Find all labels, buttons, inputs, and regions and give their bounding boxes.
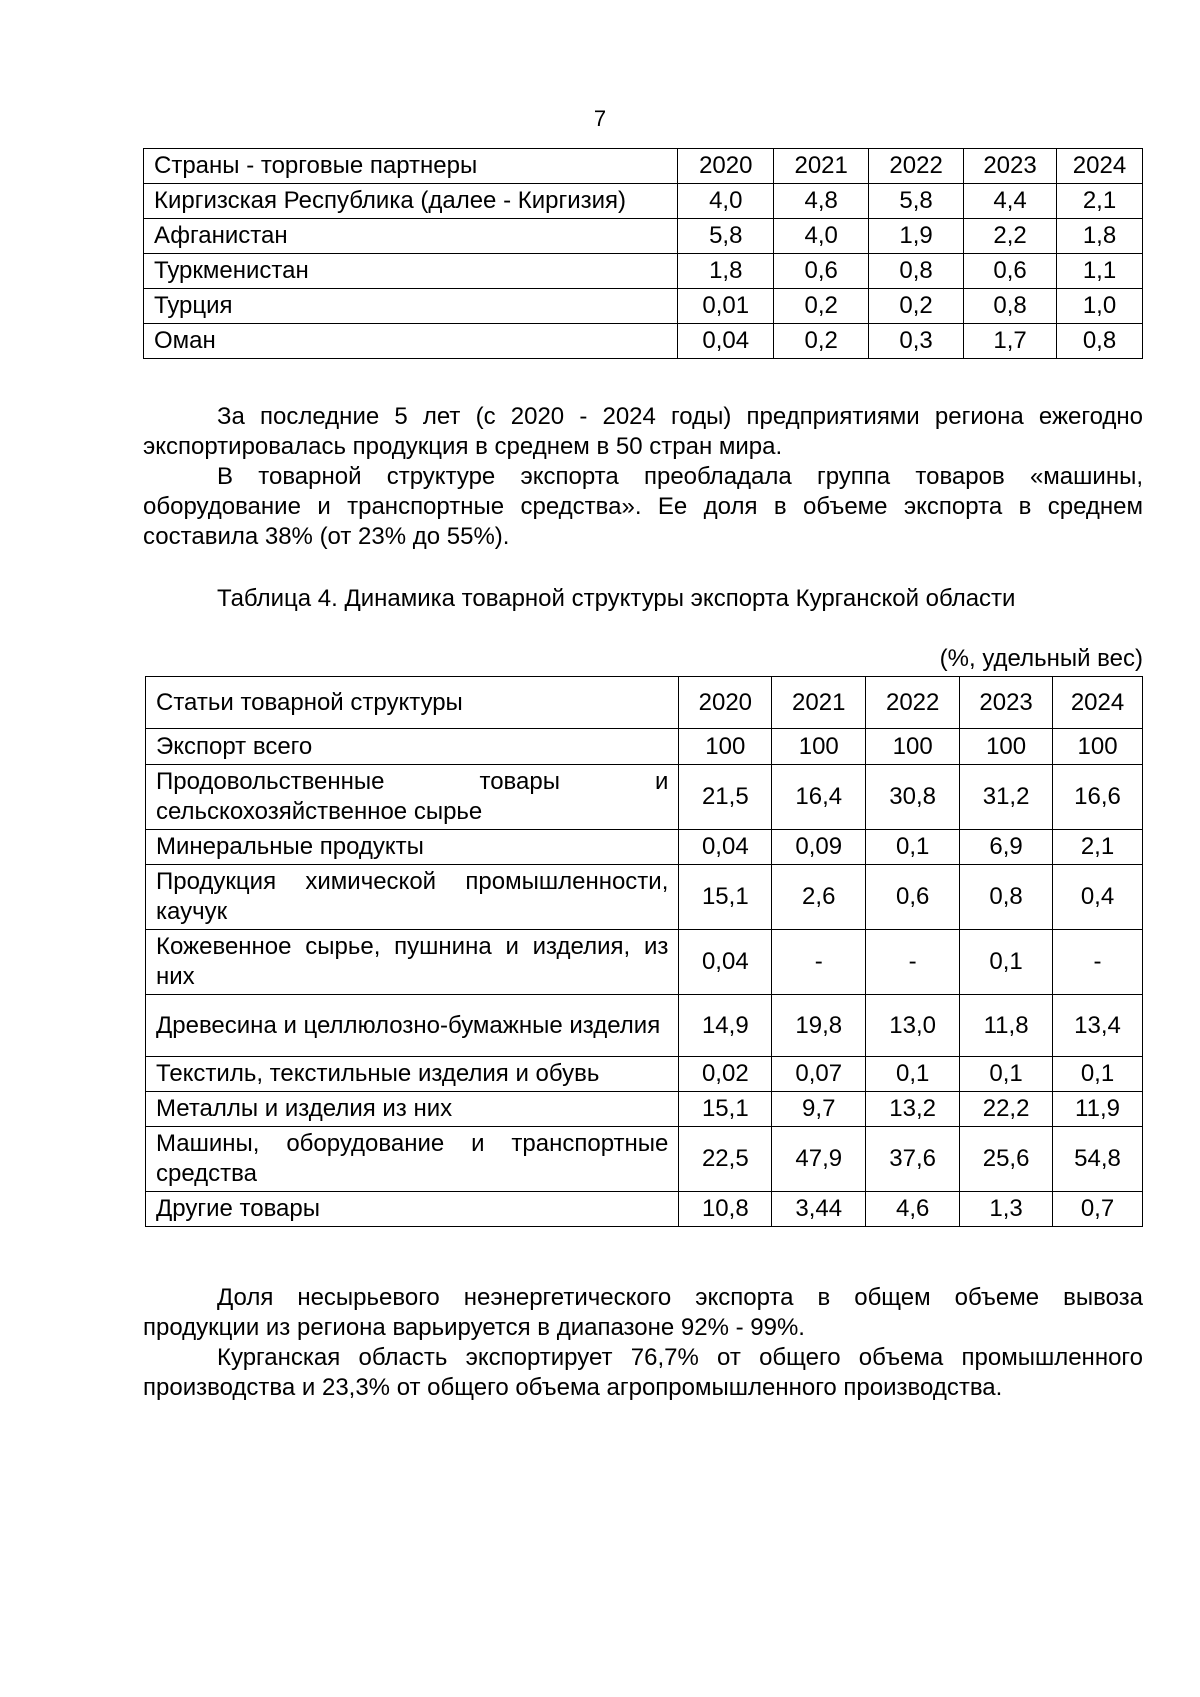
table-cell: 13,0 xyxy=(866,995,960,1057)
table-cell: 10,8 xyxy=(679,1192,772,1227)
table-cell: Экспорт всего xyxy=(146,729,679,765)
table-cell: 30,8 xyxy=(866,765,960,830)
table-cell: 0,04 xyxy=(679,830,772,865)
table-cell: 0,09 xyxy=(772,830,866,865)
table-cell: 14,9 xyxy=(679,995,772,1057)
table-cell: Текстиль, текстильные изделия и обувь xyxy=(146,1057,679,1092)
table-cell: 0,04 xyxy=(679,930,772,995)
table-row xyxy=(146,830,1143,865)
table-cell: 11,9 xyxy=(1053,1092,1143,1127)
table-header-cell: Статьи товарной структуры xyxy=(146,677,679,729)
table-cell: 100 xyxy=(679,729,772,765)
table-cell: 19,8 xyxy=(772,995,866,1057)
table-cell: 0,1 xyxy=(866,830,960,865)
table-cell: 0,1 xyxy=(960,1057,1053,1092)
table-cell: Продовольственные товары и сельскохозяйственное сырье xyxy=(146,765,679,830)
table-cell: 100 xyxy=(866,729,960,765)
table-cell: 0,1 xyxy=(866,1057,960,1092)
table-cell: 0,07 xyxy=(772,1057,866,1092)
paragraph: Доля несырьевого неэнергетического экспорта в общем объеме вывоза продукции из региона варьируется в диапазоне 92% - 99%. xyxy=(143,1284,1143,1341)
table-row xyxy=(144,219,1143,254)
table-cell: 15,1 xyxy=(679,1092,772,1127)
table-cell: 0,8 xyxy=(960,865,1053,930)
trade-partners-table-body xyxy=(144,149,1143,359)
table-cell: 0,6 xyxy=(774,254,869,289)
table-cell: 0,01 xyxy=(678,289,774,324)
table-row xyxy=(144,324,1143,359)
paragraph: Курганская область экспортирует 76,7% от общего объема промышленного производства и 23,3% от общего объема агропромышленного производства. xyxy=(143,1344,1143,1401)
table-row xyxy=(146,729,1143,765)
table-cell: 0,1 xyxy=(960,930,1053,995)
table-cell: 31,2 xyxy=(960,765,1053,830)
table-cell: Туркменистан xyxy=(144,254,678,289)
table-cell: 1,9 xyxy=(869,219,964,254)
table-cell: Афганистан xyxy=(144,219,678,254)
table-cell: 2,2 xyxy=(964,219,1057,254)
table-cell: Оман xyxy=(144,324,678,359)
paragraph: В товарной структуре экспорта преобладала группа товаров «машины, оборудование и транспортные средства». Ее доля в объеме экспорта в среднем составила 38% (от 23% до 55%). xyxy=(143,463,1143,550)
table-cell: 2,6 xyxy=(772,865,866,930)
table-header-cell: 2021 xyxy=(774,149,869,184)
table-cell: Киргизская Республика (далее - Киргизия) xyxy=(144,184,678,219)
paragraph: За последние 5 лет (с 2020 - 2024 годы) предприятиями региона ежегодно экспортировалась продукция в среднем в 50 стран мира. xyxy=(143,403,1143,460)
table-row xyxy=(146,1057,1143,1092)
table-units: (%, удельный вес) xyxy=(939,645,1143,672)
table-cell: 4,8 xyxy=(774,184,869,219)
table-header-cell: 2024 xyxy=(1057,149,1143,184)
table-cell: 0,6 xyxy=(964,254,1057,289)
table-row xyxy=(146,1192,1143,1227)
table-cell: 4,4 xyxy=(964,184,1057,219)
table-cell: 1,8 xyxy=(678,254,774,289)
table-cell: 6,9 xyxy=(960,830,1053,865)
table-cell: 4,0 xyxy=(774,219,869,254)
table-cell: 0,8 xyxy=(964,289,1057,324)
table-row xyxy=(144,254,1143,289)
export-structure-table-body xyxy=(146,677,1143,1227)
trade-partners-table xyxy=(143,148,1143,359)
table-cell: 47,9 xyxy=(772,1127,866,1192)
table-cell: 0,2 xyxy=(774,324,869,359)
table-cell: 4,0 xyxy=(678,184,774,219)
table-cell: 0,2 xyxy=(774,289,869,324)
table-cell: - xyxy=(866,930,960,995)
table-cell: Другие товары xyxy=(146,1192,679,1227)
table-cell: 1,1 xyxy=(1057,254,1143,289)
table-row xyxy=(146,995,1143,1057)
table-header-cell: 2020 xyxy=(678,149,774,184)
table-row xyxy=(146,1092,1143,1127)
page-number: 7 xyxy=(593,106,607,131)
table-header-cell: 2020 xyxy=(679,677,772,729)
table-cell: 0,04 xyxy=(678,324,774,359)
export-structure-table xyxy=(145,676,1143,1227)
table-cell: Минеральные продукты xyxy=(146,830,679,865)
table-cell: 2,1 xyxy=(1053,830,1143,865)
text-block-export-summary xyxy=(143,402,1143,552)
table-cell: 13,2 xyxy=(866,1092,960,1127)
table-row xyxy=(144,289,1143,324)
table-cell: Металлы и изделия из них xyxy=(146,1092,679,1127)
table-header-cell: 2024 xyxy=(1053,677,1143,729)
table-cell: 16,6 xyxy=(1053,765,1143,830)
table-cell: 100 xyxy=(772,729,866,765)
table-cell: 21,5 xyxy=(679,765,772,830)
table-cell: 4,6 xyxy=(866,1192,960,1227)
table-row xyxy=(146,930,1143,995)
table-row xyxy=(146,765,1143,830)
table-header-row xyxy=(146,677,1143,729)
table-cell: 11,8 xyxy=(960,995,1053,1057)
table-cell: 1,0 xyxy=(1057,289,1143,324)
table-cell: Кожевенное сырье, пушнина и изделия, из них xyxy=(146,930,679,995)
table-cell: 1,3 xyxy=(960,1192,1053,1227)
table-cell: Продукция химической промышленности, каучук xyxy=(146,865,679,930)
table-cell: 15,1 xyxy=(679,865,772,930)
table-row xyxy=(144,184,1143,219)
table-header-cell: 2023 xyxy=(964,149,1057,184)
table-cell: 0,8 xyxy=(869,254,964,289)
table-cell: 100 xyxy=(960,729,1053,765)
table-cell: Турция xyxy=(144,289,678,324)
table-cell: 22,2 xyxy=(960,1092,1053,1127)
text-block-export-share xyxy=(143,1283,1143,1403)
table-cell: 0,8 xyxy=(1057,324,1143,359)
table-cell: 2,1 xyxy=(1057,184,1143,219)
table-header-cell: 2021 xyxy=(772,677,866,729)
table-cell: 5,8 xyxy=(678,219,774,254)
table-row xyxy=(146,865,1143,930)
table-cell: Машины, оборудование и транспортные средства xyxy=(146,1127,679,1192)
table-cell: 0,7 xyxy=(1053,1192,1143,1227)
table-cell: 0,6 xyxy=(866,865,960,930)
table-cell: - xyxy=(1053,930,1143,995)
table-cell: 0,1 xyxy=(1053,1057,1143,1092)
table-cell: 1,7 xyxy=(964,324,1057,359)
table-cell: 22,5 xyxy=(679,1127,772,1192)
table-cell: 37,6 xyxy=(866,1127,960,1192)
table-caption: Таблица 4. Динамика товарной структуры экспорта Курганской области xyxy=(217,585,1016,612)
table-cell: 5,8 xyxy=(869,184,964,219)
table-cell: 3,44 xyxy=(772,1192,866,1227)
table-header-cell: 2022 xyxy=(866,677,960,729)
table-cell: Древесина и целлюлозно-бумажные изделия xyxy=(146,995,679,1057)
table-header-cell: 2023 xyxy=(960,677,1053,729)
table-cell: 13,4 xyxy=(1053,995,1143,1057)
table-header-cell: 2022 xyxy=(869,149,964,184)
table-cell: 9,7 xyxy=(772,1092,866,1127)
table-cell: 16,4 xyxy=(772,765,866,830)
table-cell: 0,02 xyxy=(679,1057,772,1092)
table-header-cell: Страны - торговые партнеры xyxy=(144,149,678,184)
table-cell: 1,8 xyxy=(1057,219,1143,254)
table-cell: 100 xyxy=(1053,729,1143,765)
table-row xyxy=(146,1127,1143,1192)
table-cell: - xyxy=(772,930,866,995)
table-cell: 0,2 xyxy=(869,289,964,324)
table-header-row xyxy=(144,149,1143,184)
table-cell: 0,4 xyxy=(1053,865,1143,930)
table-cell: 0,3 xyxy=(869,324,964,359)
table-cell: 54,8 xyxy=(1053,1127,1143,1192)
table-cell: 25,6 xyxy=(960,1127,1053,1192)
